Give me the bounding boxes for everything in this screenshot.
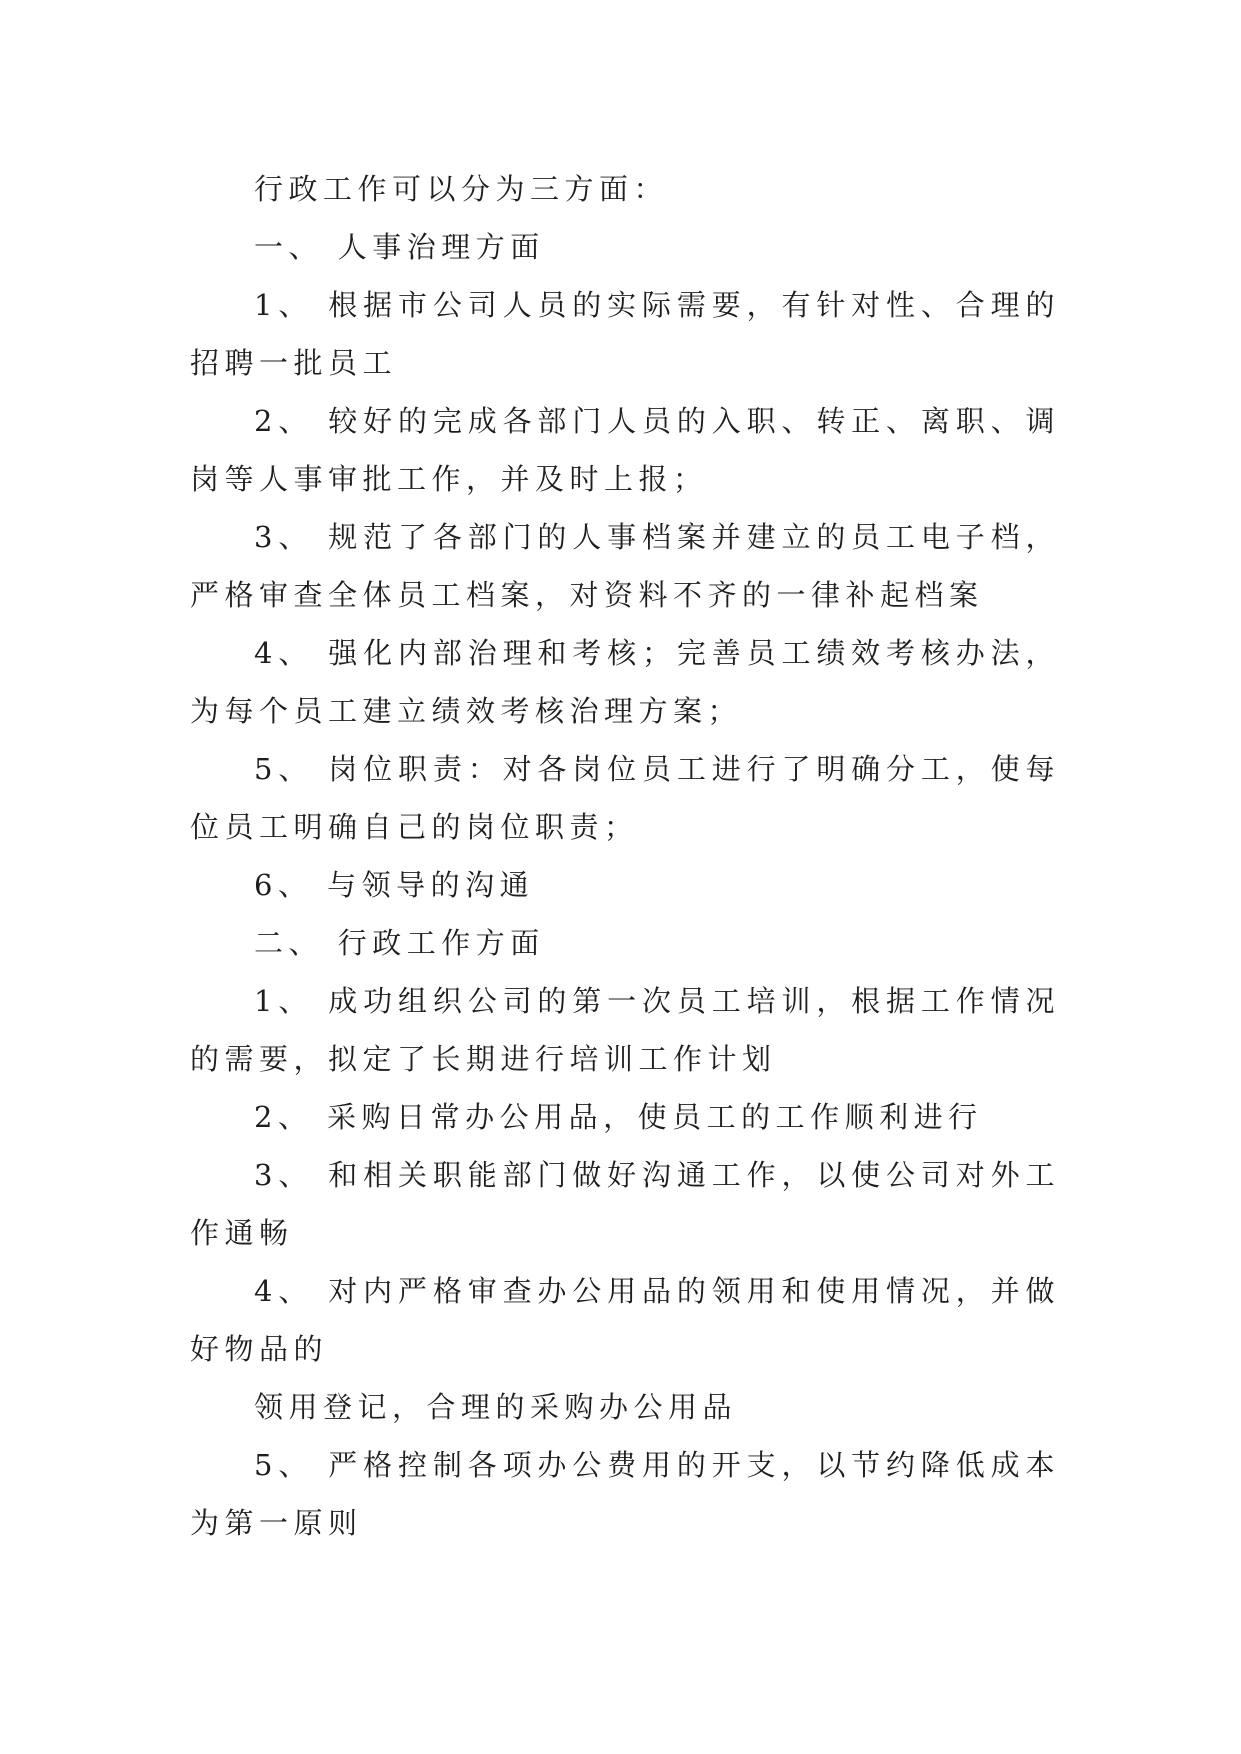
list-item: 3、 和相关职能部门做好沟通工作，以使公司对外工作通畅 [190, 1158, 1060, 1250]
intro-paragraph: 行政工作可以分为三方面： [254, 172, 669, 206]
list-item: 1、 成功组织公司的第一次员工培训，根据工作情况的需要，拟定了长期进行培训工作计划 [190, 984, 1060, 1076]
section-heading-administration: 二、 行政工作方面 [254, 926, 545, 960]
list-item: 5、 严格控制各项办公费用的开支，以节约降低成本为第一原则 [190, 1448, 1060, 1540]
list-item: 5、 岗位职责：对各岗位员工进行了明确分工，使每位员工明确自己的岗位职责； [190, 752, 1060, 844]
list-item: 4、 强化内部治理和考核；完善员工绩效考核办法，为每个员工建立绩效考核治理方案； [190, 636, 1060, 728]
list-item: 4、 对内严格审查办公用品的领用和使用情况，并做好物品的 [190, 1274, 1060, 1366]
list-item: 3、 规范了各部门的人事档案并建立的员工电子档，严格审查全体员工档案，对资料不齐的一律补起档案 [190, 520, 1060, 612]
list-item-continuation: 领用登记，合理的采购办公用品 [254, 1390, 738, 1424]
section-heading-personnel: 一、 人事治理方面 [254, 230, 545, 264]
list-item: 1、 根据市公司人员的实际需要，有针对性、合理的招聘一批员工 [190, 288, 1060, 380]
list-item: 2、 采购日常办公用品，使员工的工作顺利进行 [254, 1100, 983, 1134]
list-item: 2、 较好的完成各部门人员的入职、转正、离职、调岗等人事审批工作，并及时上报； [190, 404, 1060, 496]
document-body [190, 160, 1060, 1552]
list-item: 6、 与领导的沟通 [254, 868, 535, 902]
